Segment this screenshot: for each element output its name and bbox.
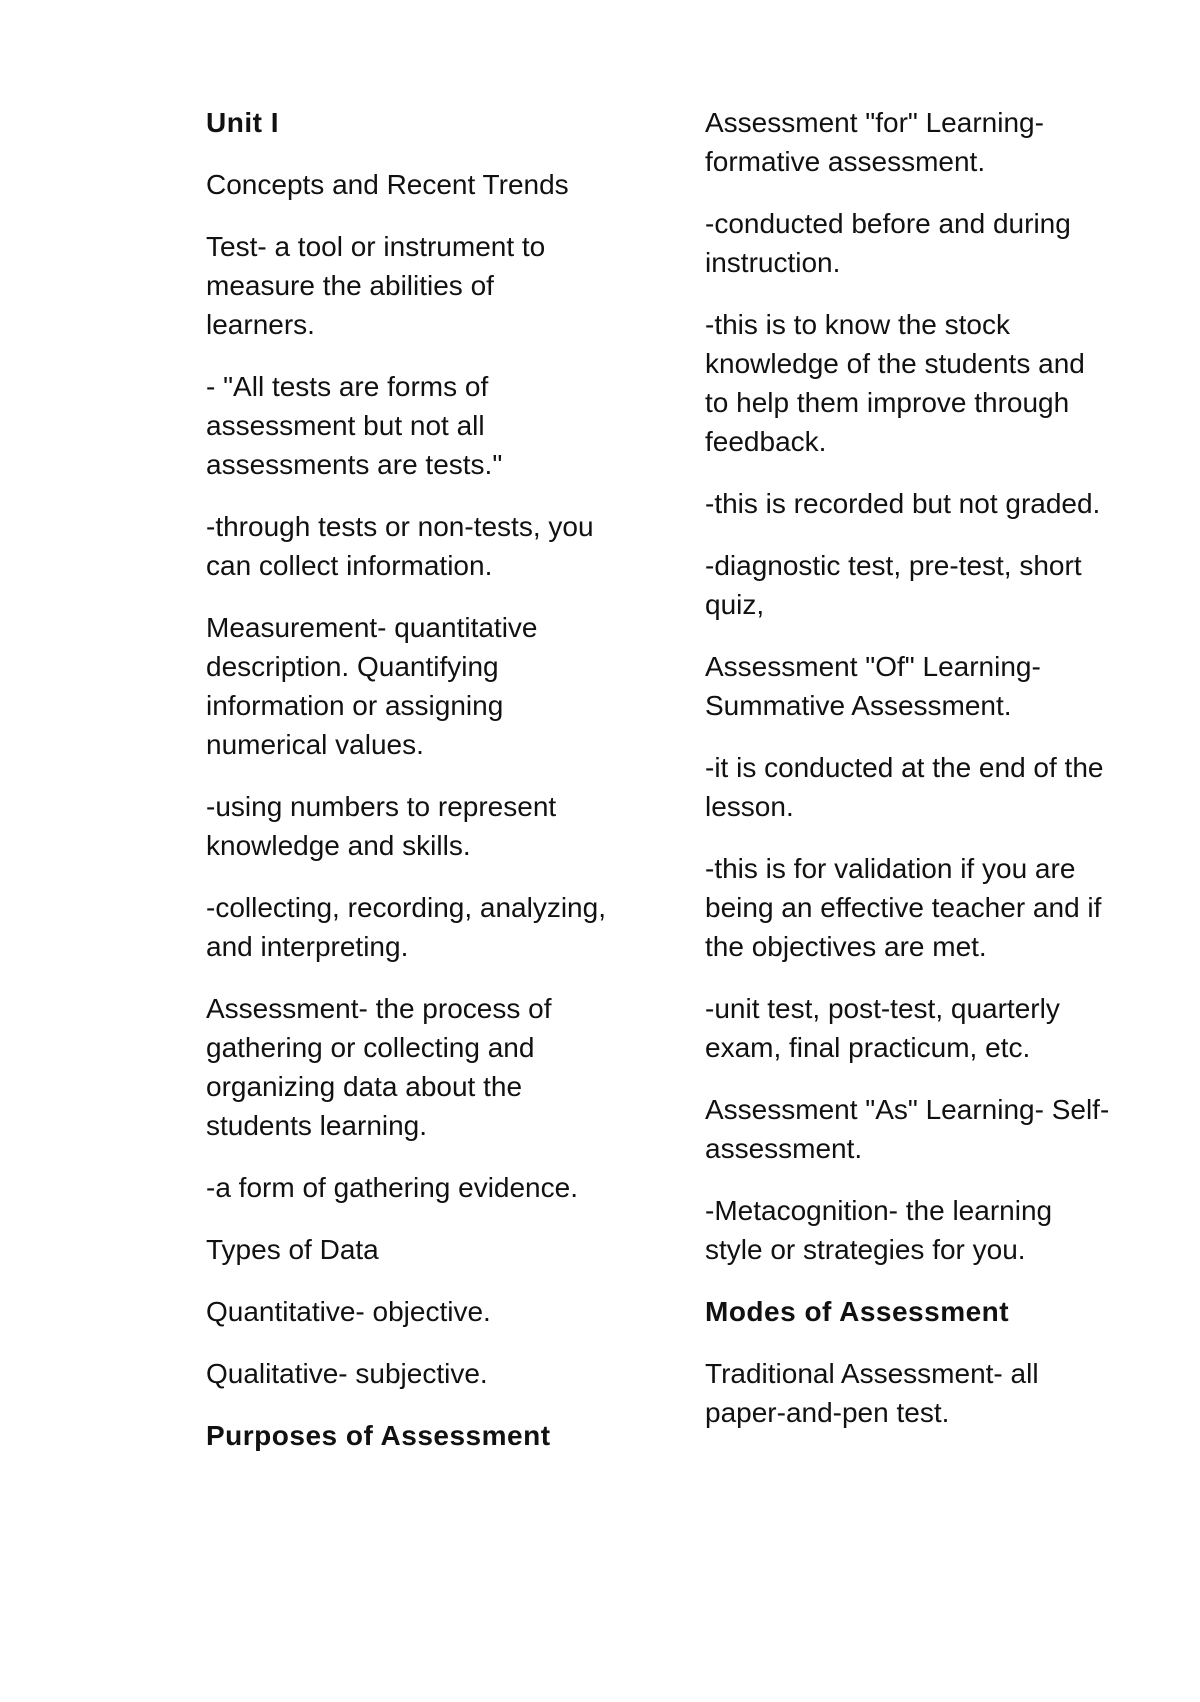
- right-column: [705, 103, 1115, 1455]
- paragraph: -this is to know the stock knowledge of the students and to help them improve through feedback.: [705, 309, 1085, 457]
- paragraph: Qualitative- subjective.: [206, 1358, 488, 1389]
- paragraph: -unit test, post-test, quarterly exam, final practicum, etc.: [705, 993, 1060, 1063]
- paragraph: - "All tests are forms of assessment but not all assessments are tests.": [206, 371, 503, 480]
- paragraph: Measurement- quantitative description. Quantifying information or assigning numerical values.: [206, 612, 538, 760]
- paragraph: -collecting, recording, analyzing, and interpreting.: [206, 892, 606, 962]
- paragraph: Assessment- the process of gathering or collecting and organizing data about the students learning.: [206, 993, 552, 1141]
- paragraph: -a form of gathering evidence.: [206, 1172, 578, 1203]
- paragraph: Traditional Assessment- all paper-and-pen test.: [705, 1358, 1039, 1428]
- paragraph: Quantitative- objective.: [206, 1296, 491, 1327]
- section-heading: Modes of Assessment: [705, 1296, 1010, 1327]
- paragraph: Assessment "As" Learning- Self-assessment.: [705, 1094, 1110, 1164]
- paragraph: Assessment "for" Learning- formative assessment.: [705, 107, 1044, 177]
- paragraph: -Metacognition- the learning style or strategies for you.: [705, 1195, 1053, 1265]
- paragraph: -this is for validation if you are being an effective teacher and if the objectives are met.: [705, 853, 1102, 962]
- section-heading: Purposes of Assessment: [206, 1420, 551, 1451]
- paragraph: -it is conducted at the end of the lesson.: [705, 752, 1104, 822]
- paragraph: -diagnostic test, pre-test, short quiz,: [705, 550, 1082, 620]
- paragraph: -conducted before and during instruction.: [705, 208, 1071, 278]
- paragraph: -using numbers to represent knowledge and skills.: [206, 791, 557, 861]
- left-column: [206, 103, 606, 1478]
- paragraph: Test- a tool or instrument to measure the abilities of learners.: [206, 231, 546, 340]
- paragraph: Concepts and Recent Trends: [206, 169, 569, 200]
- paragraph: -this is recorded but not graded.: [705, 488, 1101, 519]
- paragraph: Assessment "Of" Learning- Summative Assessment.: [705, 651, 1041, 721]
- paragraph: -through tests or non-tests, you can collect information.: [206, 511, 594, 581]
- paragraph: Types of Data: [206, 1234, 379, 1265]
- unit-title: Unit I: [206, 107, 279, 138]
